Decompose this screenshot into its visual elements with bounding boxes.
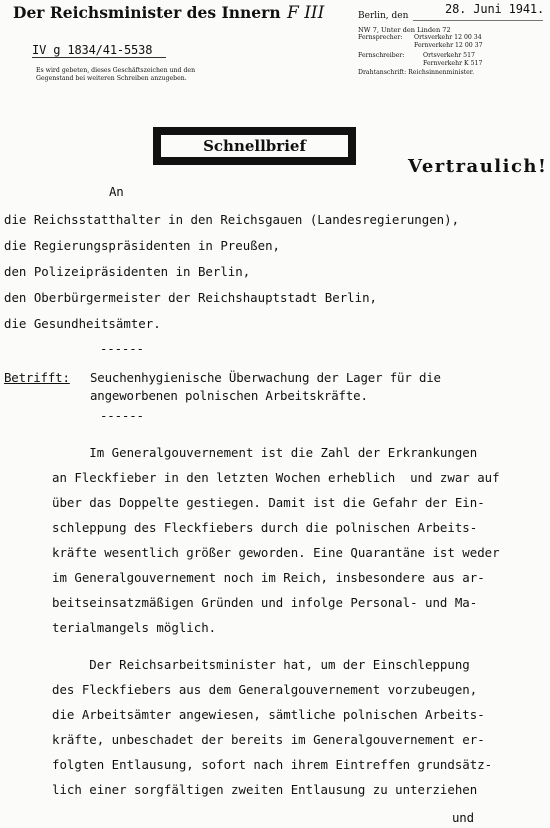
file-number-underline <box>32 57 166 58</box>
recipient-line: die Regierungspräsidenten in Preußen, <box>4 238 281 253</box>
schnellbrief-stamp <box>153 127 356 165</box>
recipients-intro: An <box>109 184 124 199</box>
body-line: im Generalgouvernement noch im Reich, insbesondere aus ar- <box>52 570 485 585</box>
body-line: an Fleckfieber in den letzten Wochen erheblich und zwar auf <box>52 470 500 485</box>
file-number: IV g 1834/41-5538 <box>32 43 153 57</box>
body-line: kräfte wesentlich größer geworden. Eine Quarantäne ist weder <box>52 545 500 560</box>
telex-long-distance: Fernverkehr K 517 <box>423 60 483 67</box>
body-line: terialmangels möglich. <box>52 620 217 635</box>
ministry-heading: Der Reichsminister des Innern <box>13 3 281 22</box>
letter-date: 28. Juni 1941. <box>445 2 545 16</box>
reference-note-line1: Es wird gebeten, dieses Geschäftszeichen und den <box>36 67 196 74</box>
schnellbrief-label: Schnellbrief <box>161 135 348 157</box>
body-line: Im Generalgouvernement ist die Zahl der Erkrankungen <box>52 445 478 460</box>
telex-local: Ortsverkehr 517 <box>423 52 475 59</box>
body-line: Der Reichsarbeitsminister hat, um der Einschleppung <box>52 657 470 672</box>
subject-line2: angeworbenen polnischen Arbeitskräfte. <box>90 388 368 403</box>
body-line: folgten Entlausung, sofort nach ihrem Eintreffen grundsätz- <box>52 757 493 772</box>
body-line: beitseinsatzmäßigen Gründen und infolge Personal- und Ma- <box>52 595 478 610</box>
phone-local: Ortsverkehr 12 00 34 <box>414 34 482 41</box>
recipient-line: den Oberbürgermeister der Reichshauptstadt Berlin, <box>4 290 377 305</box>
street-address: NW 7, Unter den Linden 72 <box>358 26 451 34</box>
phone-long-distance: Fernverkehr 12 00 37 <box>414 42 483 49</box>
subject-label: Betrifft: <box>4 370 70 385</box>
recipients-separator: ------ <box>100 341 144 356</box>
subject-line1: Seuchenhygienische Überwachung der Lager für die <box>90 370 441 385</box>
date-line <box>413 20 543 21</box>
telegram-address: Drahtanschrift: Reichsinnenminister. <box>358 69 475 76</box>
handwritten-mark: F III <box>287 3 325 23</box>
body-line: kräfte, unbeschadet der bereits im Generalgouvernement er- <box>52 732 485 747</box>
recipient-line: die Reichsstatthalter in den Reichsgauen (Landesregierungen), <box>4 212 460 227</box>
city-label: Berlin, den <box>358 11 409 21</box>
body-line: über das Doppelte gestiegen. Damit ist die Gefahr der Ein- <box>52 495 485 510</box>
classification-stamp: Vertraulich! <box>408 156 548 177</box>
body-line: die Arbeitsämter angewiesen, sämtliche polnischen Arbeits- <box>52 707 485 722</box>
body-line: lich einer sorgfältigen zweiten Entlausung zu unterziehen <box>52 782 478 797</box>
body-line: schleppung des Fleckfiebers durch die polnischen Arbeits- <box>52 520 478 535</box>
recipient-line: den Polizeipräsidenten in Berlin, <box>4 264 251 279</box>
phone-label: Fernsprecher: <box>358 34 403 41</box>
body-line: des Fleckfiebers aus dem Generalgouvernement vorzubeugen, <box>52 682 478 697</box>
subject-separator: ------ <box>100 408 144 423</box>
recipient-line: die Gesundheitsämter. <box>4 316 161 331</box>
telex-label: Fernschreiber: <box>358 52 405 59</box>
page-continuation: und <box>452 810 474 825</box>
reference-note-line2: Gegenstand bei weiteren Schreiben anzugeben. <box>36 75 187 82</box>
